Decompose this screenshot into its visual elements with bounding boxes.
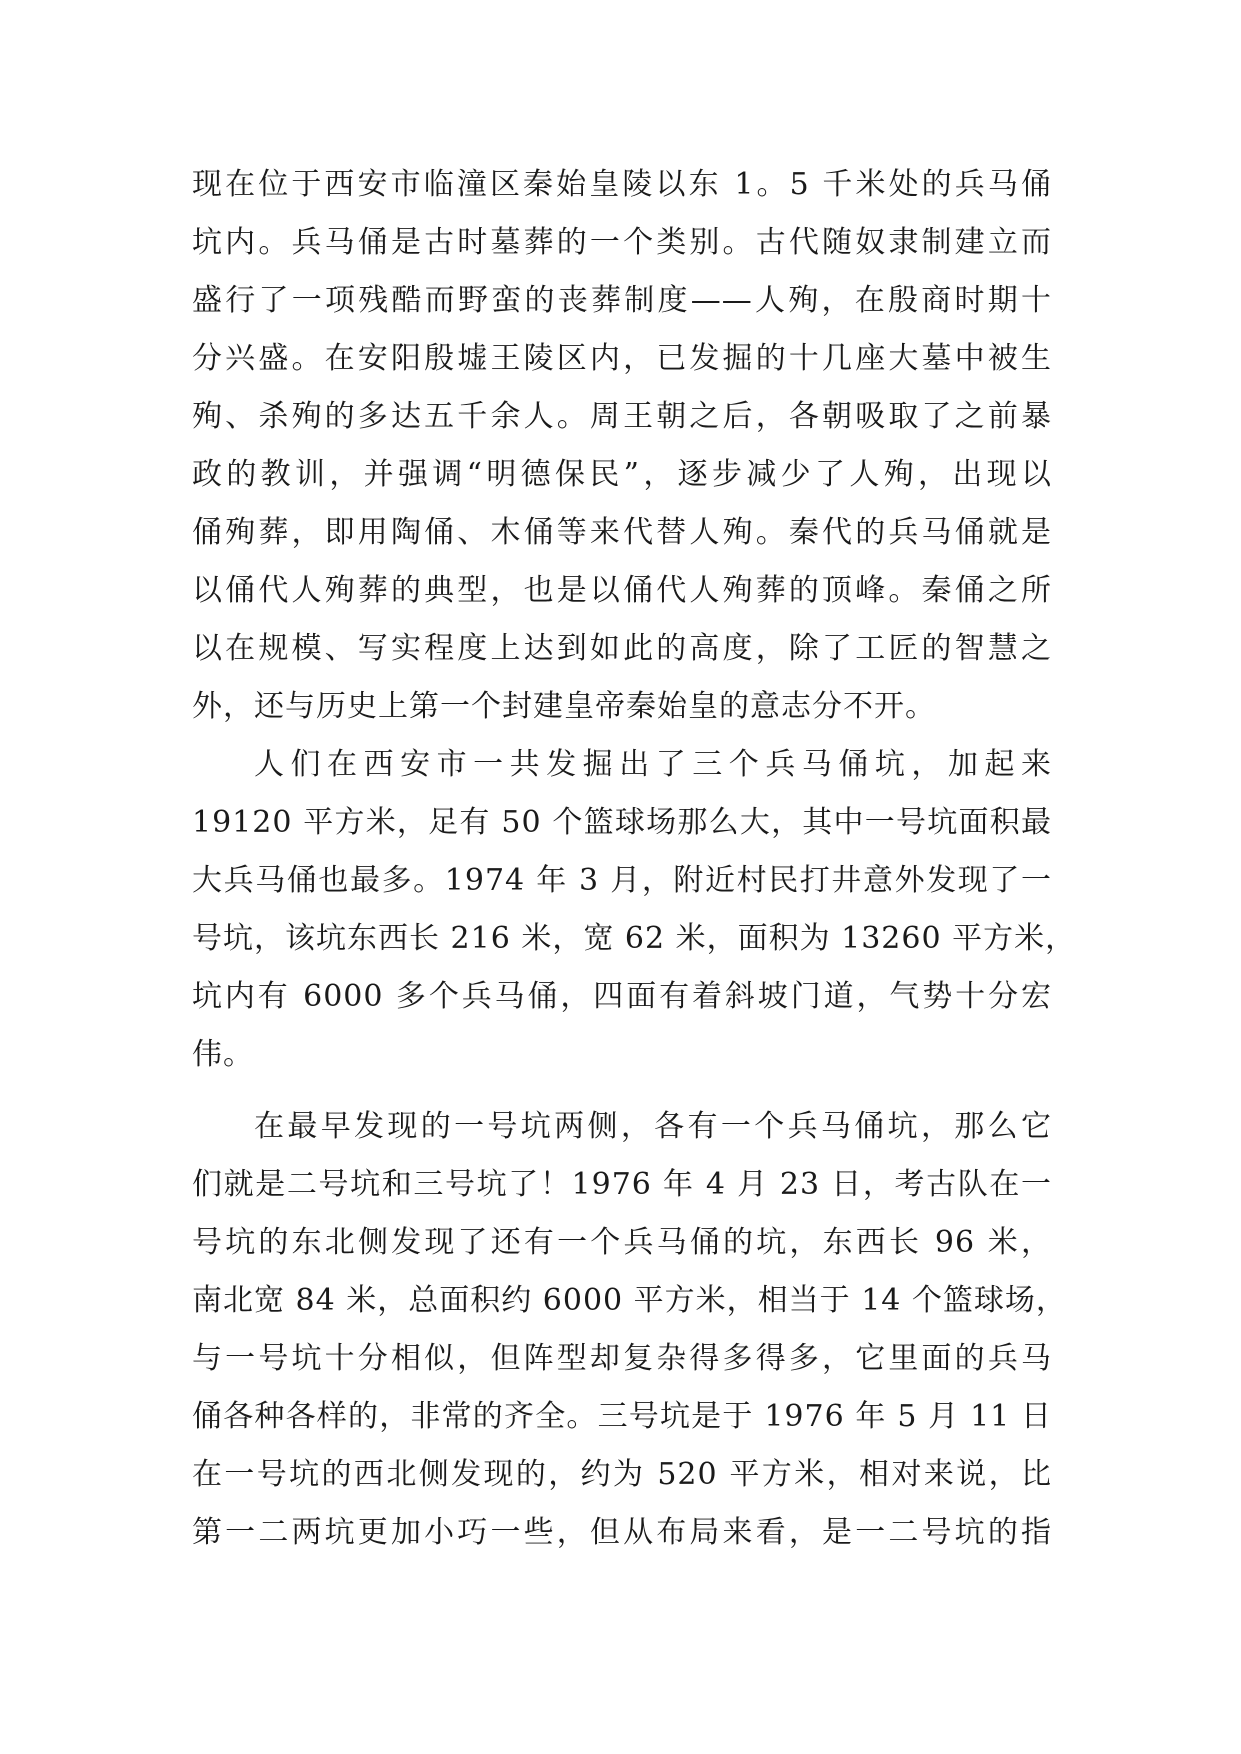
text-line: 以俑代人殉葬的典型，也是以俑代人殉葬的顶峰。秦俑之所 (192, 573, 1052, 608)
paragraph-spacer (192, 1084, 1052, 1098)
text-line: 政的教训，并强调“明德保民”，逐步减少了人殉，出现以 (192, 457, 1052, 492)
text-line: 坑内有 6000 多个兵马俑，四面有着斜坡门道，气势十分宏 (192, 979, 1052, 1014)
text-line: 外，还与历史上第一个封建皇帝秦始皇的意志分不开。 (192, 689, 936, 724)
text-line: 人们在西安市一共发掘出了三个兵马俑坑，加起来 (254, 747, 1052, 782)
paragraph-2 (192, 736, 1077, 1084)
paragraph-3 (192, 1098, 1067, 1562)
text-line: 分兴盛。在安阳殷墟王陵区内，已发掘的十几座大墓中被生 (192, 341, 1052, 376)
text-line: 第一二两坑更加小巧一些，但从布局来看，是一二号坑的指 (192, 1515, 1052, 1550)
text-line: 俑殉葬，即用陶俑、木俑等来代替人殉。秦代的兵马俑就是 (192, 515, 1052, 550)
text-line: 殉、杀殉的多达五千余人。周王朝之后，各朝吸取了之前暴 (192, 399, 1052, 434)
text-line: 伟。 (192, 1037, 254, 1072)
text-line: 以在规模、写实程度上达到如此的高度，除了工匠的智慧之 (192, 631, 1052, 666)
text-line: 号坑的东北侧发现了还有一个兵马俑的坑，东西长 96 米， (192, 1225, 1052, 1260)
text-line: 盛行了一项残酷而野蛮的丧葬制度——人殉，在殷商时期十 (192, 283, 1052, 318)
text-line: 19120 平方米，足有 50 个篮球场那么大，其中一号坑面积最 (192, 805, 1052, 840)
text-line: 在一号坑的西北侧发现的，约为 520 平方米，相对来说，比 (192, 1457, 1052, 1492)
text-line: 与一号坑十分相似，但阵型却复杂得多得多，它里面的兵马 (192, 1341, 1052, 1376)
text-line: 坑内。兵马俑是古时墓葬的一个类别。古代随奴隶制建立而 (192, 225, 1052, 260)
text-line: 号坑，该坑东西长 216 米，宽 62 米，面积为 13260 平方米， (192, 921, 1077, 956)
text-line: 在最早发现的一号坑两侧，各有一个兵马俑坑，那么它 (254, 1109, 1052, 1144)
text-line: 俑各种各样的，非常的齐全。三号坑是于 1976 年 5 月 11 日 (192, 1399, 1052, 1434)
text-line: 们就是二号坑和三号坑了！1976 年 4 月 23 日，考古队在一 (192, 1167, 1052, 1202)
text-line: 现在位于西安市临潼区秦始皇陵以东 1。5 千米处的兵马俑 (192, 167, 1052, 202)
body-text (192, 156, 1077, 1562)
paragraph-1 (192, 156, 1052, 736)
text-line: 大兵马俑也最多。1974 年 3 月，附近村民打井意外发现了一 (192, 863, 1052, 898)
text-line: 南北宽 84 米，总面积约 6000 平方米，相当于 14 个篮球场， (192, 1283, 1067, 1318)
